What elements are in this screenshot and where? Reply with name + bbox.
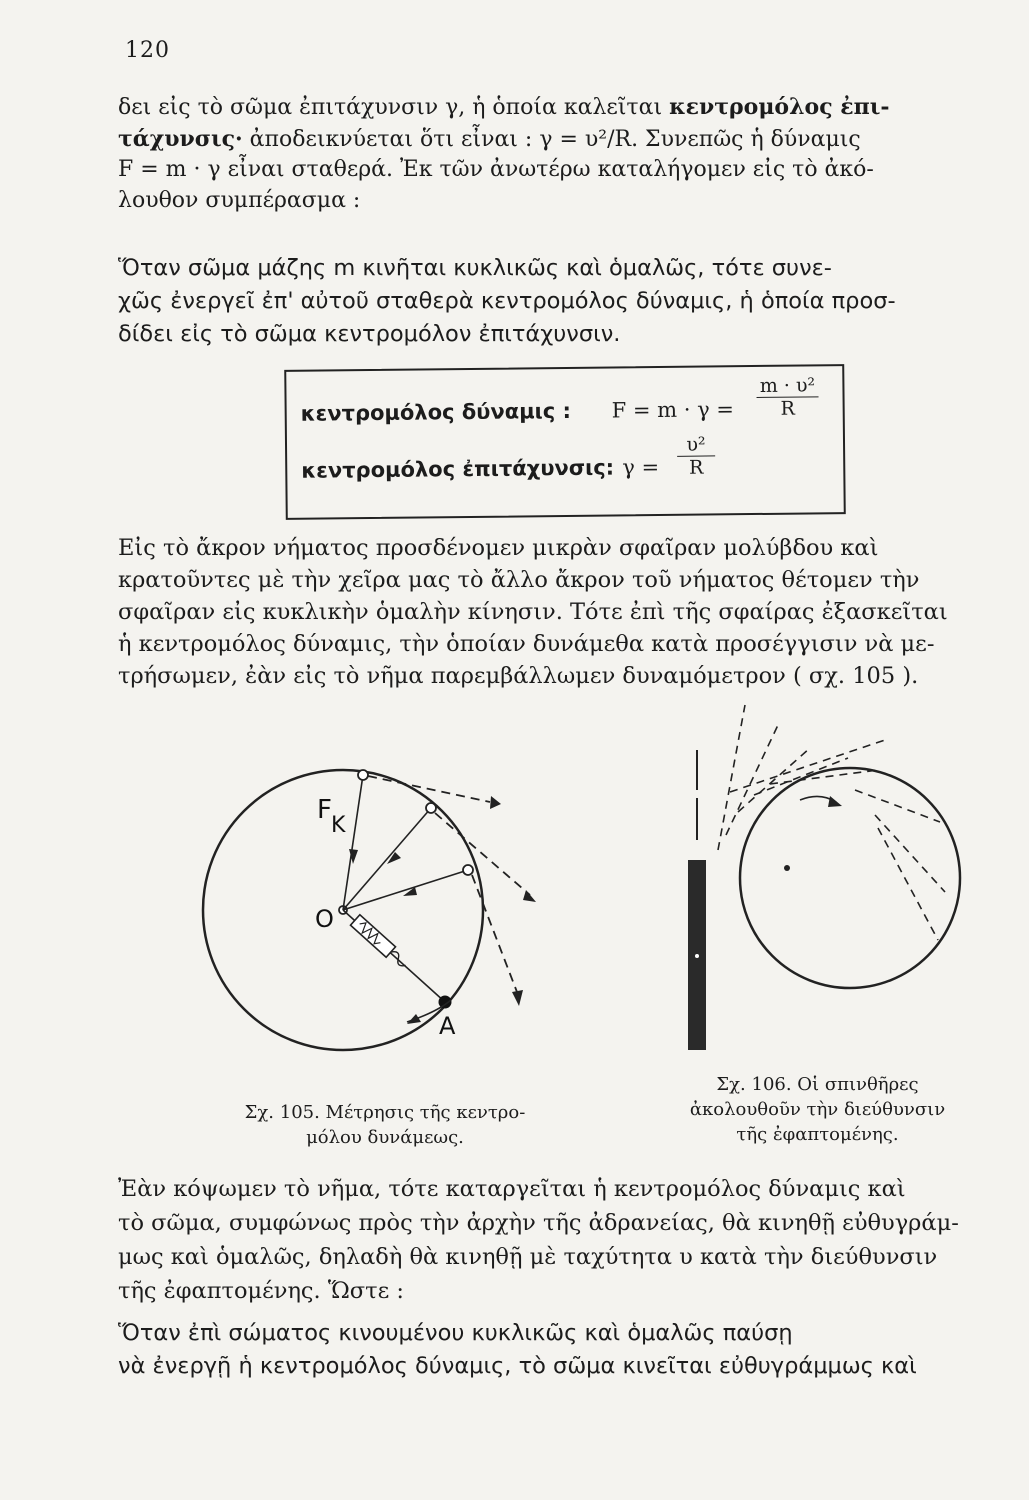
figure-106-caption	[680, 1072, 955, 1147]
paragraph-line: σφαῖραν εἰς κυκλικὴν ὁμαλὴν κίνησιν. Τότε ἐπὶ τῆς σφαίρας ἐξασκεῖται	[118, 599, 948, 625]
paragraph-line	[118, 124, 998, 156]
paragraph-inertia	[118, 1172, 998, 1308]
ball-position	[426, 803, 436, 813]
paragraph-line: μως καὶ ὁμαλῶς, δηλαδὴ θὰ κινηθῇ μὲ ταχύτητα υ κατὰ τὴν διεύθυνσιν	[118, 1244, 938, 1270]
formula-force-expression: F = m · γ =	[611, 397, 735, 423]
paragraph-line: λουθον συμπέρασμα :	[118, 187, 361, 213]
spark-tangent	[730, 740, 885, 792]
figure-105-caption	[205, 1100, 565, 1150]
spark-tangent	[726, 725, 778, 835]
spark-tangent	[718, 705, 745, 850]
fraction-denominator: R	[689, 456, 704, 479]
formula-acceleration-fraction	[677, 433, 715, 478]
paragraph-line: τὸ σῶμα, συμφώνως πρὸς τὴν ἀρχὴν τῆς ἀδρανείας, θὰ κινηθῇ εὐθυγράμ-	[118, 1210, 959, 1236]
formula-force-fraction	[756, 374, 818, 420]
text-span: δει εἰς τὸ σῶμα ἐπιτάχυνσιν γ, ἡ ὁποία καλεῖται	[118, 95, 670, 120]
conclusion-line: Ὅταν σῶμα μάζης m κινῆται κυκλικῶς καὶ ὁμαλῶς, τότε συνε-	[118, 255, 832, 281]
formula-box	[284, 364, 846, 520]
conclusion-statement-2	[118, 1317, 998, 1383]
label-center: O	[315, 905, 334, 933]
spark-tangent	[754, 758, 848, 795]
ball-position	[463, 865, 473, 875]
caption-line: ἀκολουθοῦν τὴν διεύθυνσιν	[689, 1099, 946, 1120]
tangent-path	[435, 813, 530, 895]
figure-106-diagram	[670, 700, 970, 1060]
caption-line: τῆς ἐφαπτομένης.	[736, 1124, 899, 1145]
term-bold: τάχυνσις·	[118, 125, 243, 152]
caption-line: μόλου δυνάμεως.	[306, 1127, 464, 1148]
paragraph-line: ἡ κεντρομόλος δύναμις, τὴν ὁποίαν δυνάμεθα κατὰ προσέγγισιν νὰ με-	[118, 631, 935, 657]
formula-acceleration-expression: γ =	[622, 455, 660, 480]
spark-tangent	[855, 790, 940, 822]
conclusion-line: νὰ ἐνεργῇ ἡ κεντρομόλος δύναμις, τὸ σῶμα κινεῖται εὐθυγράμμως καὶ	[118, 1353, 917, 1379]
fraction-denominator: R	[780, 397, 795, 420]
page-number: 120	[125, 38, 170, 63]
paragraph-line: Ἐὰν κόψωμεν τὸ νῆμα, τότε καταργεῖται ἡ κεντρομόλος δύναμις καὶ	[118, 1176, 906, 1202]
label-force: F	[317, 795, 332, 825]
caption-line: Σχ. 105. Μέτρησις τῆς κεντρο-	[244, 1102, 526, 1123]
label-force-subscript: K	[331, 813, 346, 838]
paragraph-line: τρήσωμεν, ἐὰν εἰς τὸ νῆμα παρεμβάλλωμεν δυναμόμετρον ( σχ. 105 ).	[118, 663, 919, 689]
formula-label-acceleration: κεντρομόλος ἐπιτάχυνσις:	[301, 455, 615, 483]
paragraph-centripetal-acceleration	[118, 92, 998, 216]
figure-105-diagram	[195, 730, 565, 1060]
conclusion-statement	[118, 252, 998, 351]
caption-line: Σχ. 106. Οἱ σπινθῆρες	[716, 1074, 919, 1095]
ball-position	[358, 770, 368, 780]
fraction-numerator: m · υ²	[756, 374, 818, 398]
term-bold: κεντρομόλος ἐπι-	[669, 94, 890, 120]
tool-mark	[695, 954, 699, 958]
text-span: ἀποδεικνύεται ὅτι εἶναι : γ = υ²/R. Συνεπῶς ἡ δύναμις	[242, 126, 861, 152]
fraction-numerator: υ²	[677, 433, 715, 456]
paragraph-experiment	[118, 532, 998, 692]
paragraph-line: F = m · γ εἶναι σταθερά. Ἐκ τῶν ἀνωτέρω καταλήγομεν εἰς τὸ ἀκό-	[118, 157, 874, 182]
label-point: A	[439, 1012, 456, 1040]
tangent-arrow-head	[523, 890, 536, 902]
rotation-arrow-head	[828, 796, 842, 807]
motion-arrow-head	[407, 1014, 421, 1024]
tangent-path	[472, 875, 517, 992]
paragraph-line: τῆς ἐφαπτομένης. Ὥστε :	[118, 1278, 404, 1304]
tangent-arrow-head	[490, 796, 501, 809]
wheel-axle	[784, 865, 790, 871]
formula-label-force: κεντρομόλος δύναμις :	[300, 398, 572, 426]
paragraph-line	[118, 92, 998, 124]
spark-tangent	[878, 828, 938, 940]
grinding-wheel	[740, 768, 960, 988]
conclusion-line: Ὅταν ἐπὶ σώματος κινουμένου κυκλικῶς καὶ ὁμαλῶς παύσῃ	[118, 1320, 793, 1346]
force-arrow-head	[387, 852, 401, 864]
conclusion-line: δίδει εἰς τὸ σῶμα κεντρομόλον ἐπιτάχυνσιν.	[118, 321, 621, 347]
paragraph-line: Εἰς τὸ ἄκρον νήματος προσδένομεν μικρὰν σφαῖραν μολύβδου καὶ	[118, 535, 879, 561]
string-line	[343, 870, 468, 910]
tangent-arrow-head	[512, 990, 523, 1006]
conclusion-line: χῶς ἐνεργεῖ ἐπ' αὐτοῦ σταθερὰ κεντρομόλος δύναμις, ἡ ὁποία προσ-	[118, 288, 896, 314]
paragraph-line: κρατοῦντες μὲ τὴν χεῖρα μας τὸ ἄλλο ἄκρον τοῦ νήματος θέτομεν τὴν	[118, 567, 920, 593]
spark-tangent	[875, 815, 945, 892]
